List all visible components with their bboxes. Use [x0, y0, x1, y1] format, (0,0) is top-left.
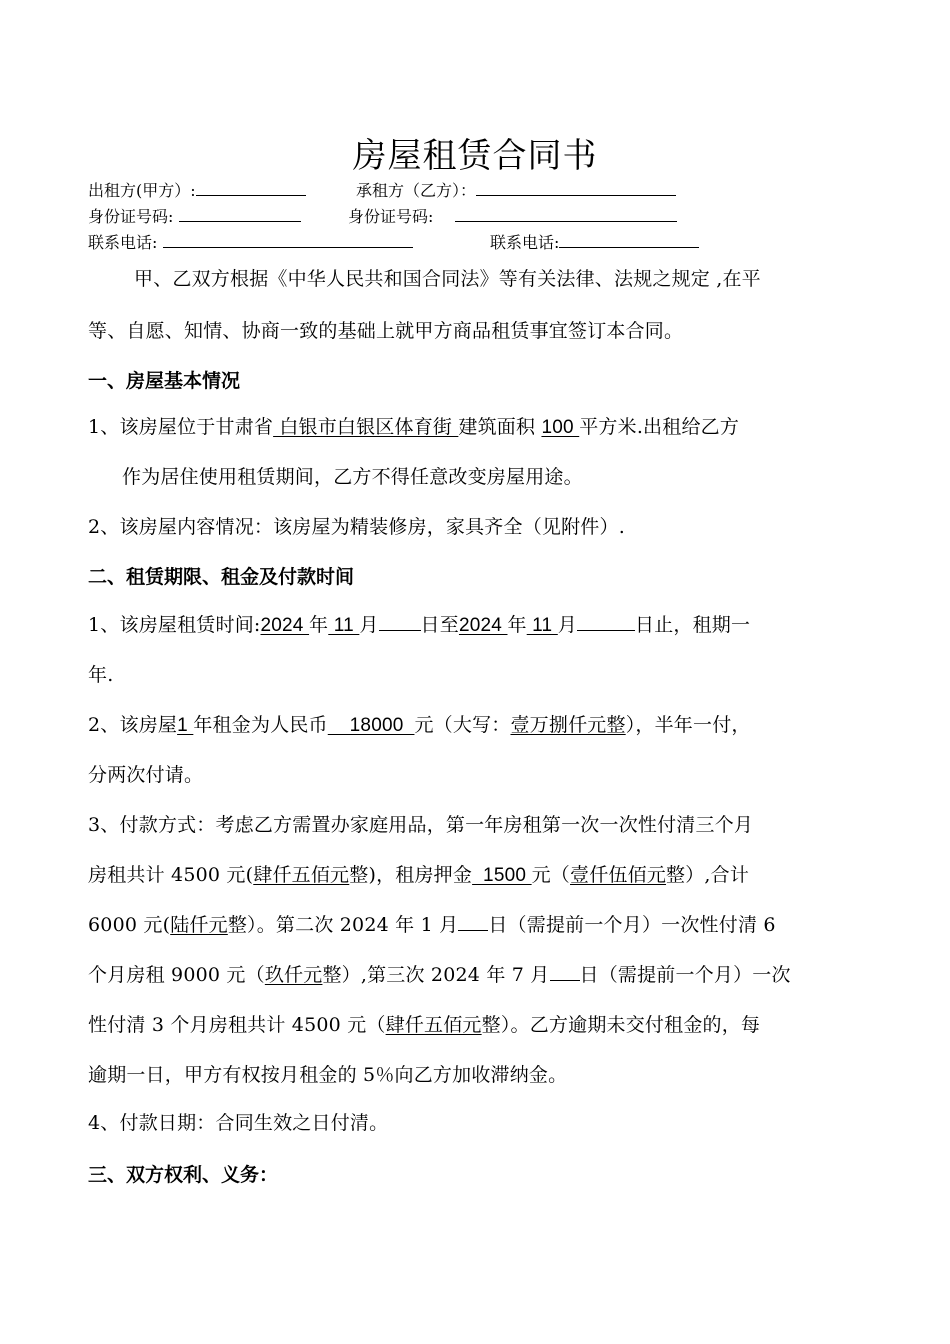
text-segment: 房租共计 4500 元(	[88, 864, 254, 886]
lessee-phone-field	[490, 230, 699, 253]
text-segment: 整)，租房押金	[349, 864, 473, 886]
lessor-id-blank	[179, 206, 301, 222]
amount-chinese-4500-b: 肆仟五佰元	[385, 1014, 482, 1036]
text-segment: 整）。乙方逾期未交付租金的，每	[481, 1014, 761, 1036]
section-1-heading: 一、房屋基本情况	[88, 370, 241, 392]
lessee-phone-label: 联系电话:	[490, 233, 560, 252]
section-2-item-3-line-2	[88, 860, 749, 887]
second-payment-day-blank	[458, 912, 488, 931]
document-title: 房屋租赁合同书	[352, 136, 598, 176]
section-2-item-3-line-3	[88, 910, 776, 937]
lessee-field	[356, 178, 676, 201]
section-2-item-3-line-5	[88, 1010, 760, 1037]
text-segment: 2、该房屋	[88, 714, 178, 736]
section-2-item-1	[88, 610, 750, 637]
section-2-item-2	[88, 710, 751, 737]
text-segment: 日（需提前一个月）一次	[579, 964, 791, 986]
lessee-label: 承租方（乙方）：	[356, 181, 477, 200]
lessee-phone-blank	[559, 232, 699, 248]
text-segment: 1、该房屋租赁时间:	[88, 614, 261, 636]
text-segment: 年	[309, 614, 329, 636]
section-2-item-3-line-1: 3、付款方式：考虑乙方需置办家庭用品，第一年房租第一次一次性付清三个月	[88, 814, 754, 836]
property-location: 白银市白银区体育街	[273, 416, 459, 438]
lessor-field	[88, 178, 306, 201]
section-2-heading: 二、租赁期限、租金及付款时间	[88, 566, 355, 588]
section-2-item-3-line-6: 逾期一日，甲方有权按月租金的 5％向乙方加收滞纳金。	[88, 1064, 568, 1086]
text-segment: 月	[359, 614, 379, 636]
section-1-item-2: 2、该房屋内容情况：该房屋为精装修房，家具齐全（见附件）.	[88, 516, 625, 538]
lessor-phone-field	[88, 230, 413, 253]
amount-chinese-9000: 玖仟元	[264, 964, 323, 986]
rent-years: 1	[177, 715, 194, 736]
start-year: 2024	[260, 615, 310, 636]
deposit-amount-chinese: 壹仟伍佰元	[570, 864, 667, 886]
section-2-item-3-line-4	[88, 960, 791, 987]
lessee-blank	[476, 180, 676, 196]
text-segment: 日（需提前一个月）一次性付清 6	[488, 914, 776, 936]
text-segment: 年	[507, 614, 527, 636]
rent-amount: 18000	[327, 715, 415, 736]
lessor-phone-blank	[163, 232, 413, 248]
text-segment: ），半年一付，	[625, 714, 751, 736]
deposit-amount: 1500	[472, 865, 532, 886]
text-segment: 平方米.出租给乙方	[579, 416, 740, 438]
text-segment: 个月房租 9000 元（	[88, 964, 265, 986]
section-2-item-2-line-2: 分两次付请。	[88, 764, 204, 786]
lessee-id-blank	[455, 206, 677, 222]
start-month: 11	[328, 615, 360, 636]
text-segment: 建筑面积	[458, 416, 536, 438]
end-year: 2024	[458, 615, 508, 636]
lessor-id-field	[88, 204, 301, 227]
text-segment: 6000 元(	[88, 914, 171, 936]
amount-chinese-4500: 肆仟五佰元	[253, 864, 350, 886]
lessor-blank	[196, 180, 306, 196]
intro-line-2: 等、自愿、知情、协商一致的基础上就甲方商品租赁事宜签订本合同。	[88, 320, 684, 342]
section-1-item-1-line-2: 作为居住使用租赁期间，乙方不得任意改变房屋用途。	[122, 466, 583, 488]
text-segment: 月	[557, 614, 577, 636]
third-payment-day-blank	[550, 962, 580, 981]
start-day-blank	[379, 612, 421, 631]
end-month: 11	[526, 615, 558, 636]
lessor-label: 出租方(甲方）:	[88, 181, 196, 200]
intro-line-1: 甲、乙双方根据《中华人民共和国合同法》等有关法律、法规之规定 ,在平	[134, 268, 761, 290]
section-2-item-1-line-2: 年.	[88, 664, 114, 686]
section-1-item-1	[88, 412, 739, 439]
text-segment: 元（	[531, 864, 571, 886]
total-amount-chinese: 陆仟元	[170, 914, 228, 936]
text-segment: 整）,合计	[666, 864, 750, 886]
lessee-id-label: 身份证号码:	[348, 207, 434, 226]
section-2-item-4: 4、付款日期：合同生效之日付清。	[88, 1112, 389, 1134]
end-day-blank	[577, 612, 635, 631]
property-area: 100	[541, 417, 580, 438]
lessor-phone-label: 联系电话:	[88, 233, 158, 252]
text-segment: 年租金为人民币	[193, 714, 328, 736]
text-segment: 整）,第三次 2024 年 7 月	[322, 964, 550, 986]
text-segment: 整）。第二次 2024 年 1 月	[227, 914, 459, 936]
text-segment: 性付清 3 个月房租共计 4500 元（	[88, 1014, 386, 1036]
text-segment: 日止，租期一	[635, 614, 751, 636]
text-segment: 日至	[420, 614, 459, 636]
text-segment: 元（大写：	[414, 714, 511, 736]
rent-amount-chinese: 壹万捌仟元整	[510, 714, 626, 736]
lessee-id-field	[348, 204, 677, 227]
lessor-id-label: 身份证号码:	[88, 207, 174, 226]
section-3-heading: 三、双方权利、义务：	[88, 1164, 279, 1186]
text-segment: 1、该房屋位于甘肃省	[88, 416, 274, 438]
